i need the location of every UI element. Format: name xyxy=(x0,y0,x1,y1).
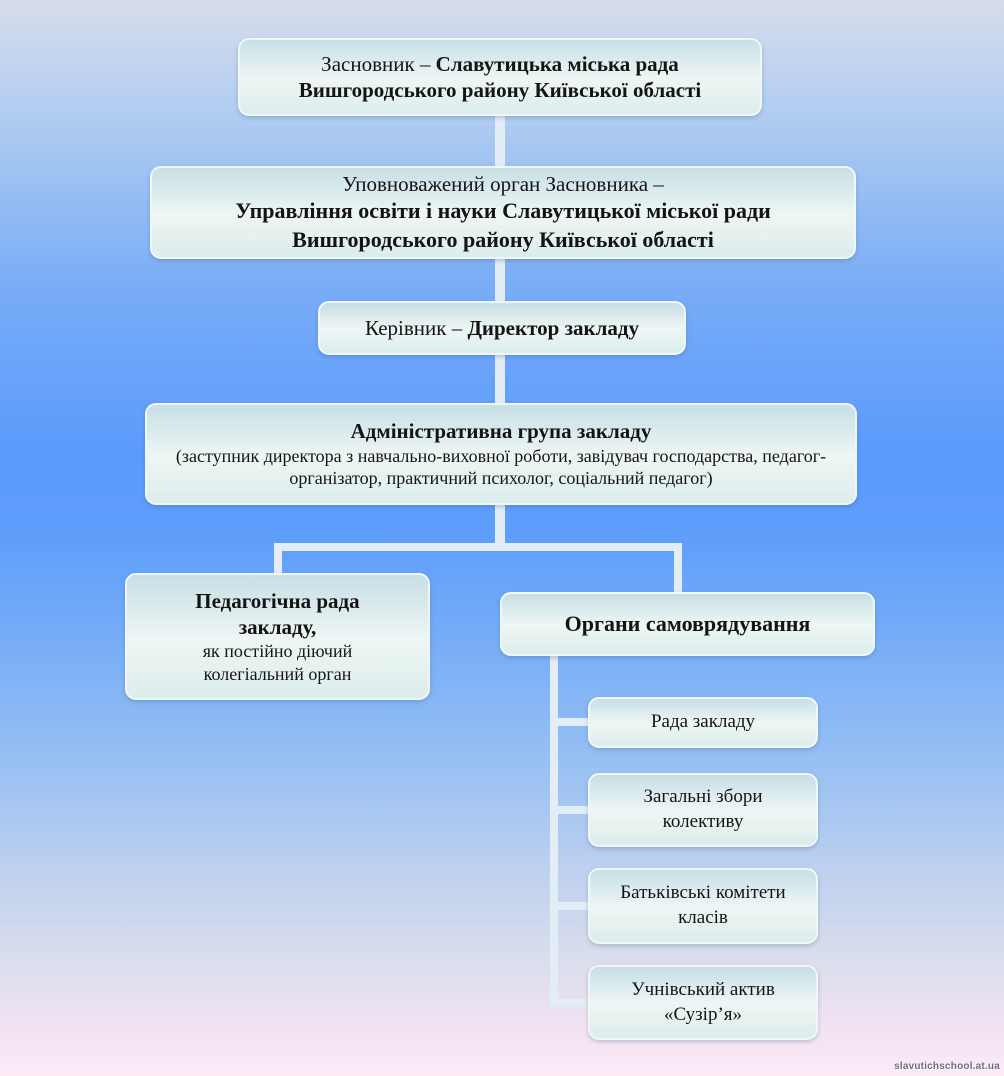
staff-assembly-label: Загальні збори колективу xyxy=(643,786,763,832)
parent-committees-label: Батьківські комітети класів xyxy=(620,882,786,928)
authorized-bold-block xyxy=(235,197,771,254)
student-activ-label: Учнівський актив «Сузір’я» xyxy=(631,978,775,1025)
admin-group-desc: (заступник директора з навчально-виховної роботи, завідувач господарства, педагог-організатор, практичний психолог, соціальний педагог) xyxy=(175,445,827,489)
box-founder-text xyxy=(299,51,702,104)
box-self-government xyxy=(500,592,875,656)
connector-branch-right xyxy=(674,543,682,594)
pedagogical-council-bold: Педагогічна рада закладу, xyxy=(195,588,360,639)
box-parent-committees xyxy=(588,868,818,944)
connector-stub-komitety xyxy=(550,902,592,910)
founder-prefix: Засновник – xyxy=(321,51,436,76)
connector-authorized-head xyxy=(495,259,505,301)
box-head xyxy=(318,301,686,355)
founder-bold-line2: Вишгородського району Київської області xyxy=(298,78,702,102)
authorized-line1: Уповноважений орган Засновника – xyxy=(342,171,664,196)
connector-stub-zbory xyxy=(550,806,592,814)
connector-founder-authorized xyxy=(495,115,505,167)
box-staff-assembly xyxy=(588,773,818,847)
box-head-text xyxy=(365,315,639,341)
founder-bold-line1: Славутицька міська рада xyxy=(435,51,679,76)
box-admin-group xyxy=(145,403,857,505)
connector-branch-left xyxy=(274,543,282,576)
box-founder xyxy=(238,38,762,116)
box-pedagogical-council xyxy=(125,573,430,700)
admin-group-title: Адміністративна група закладу xyxy=(350,419,652,444)
self-government-title: Органи самоврядування xyxy=(564,610,811,636)
pedagogical-council-normal: як постійно діючий колегіальний орган xyxy=(202,641,353,684)
box-authorized-body xyxy=(150,166,856,259)
connector-admin-branch xyxy=(495,504,505,544)
head-prefix: Керівник – xyxy=(364,315,468,340)
school-council-label: Рада закладу xyxy=(650,711,756,733)
authorized-bold-line1: Управління освіти і науки Славутицької міської ради xyxy=(235,198,771,224)
connector-stub-aktyv xyxy=(550,999,592,1007)
authorized-bold-line2: Вишгородського району Київської області xyxy=(292,226,714,252)
box-student-activ xyxy=(588,965,818,1040)
connector-stub-rada xyxy=(550,718,592,726)
box-school-council xyxy=(588,697,818,748)
watermark: slavutichschool.at.ua xyxy=(894,1061,1000,1072)
head-bold: Директор закладу xyxy=(467,315,640,340)
connector-head-admin xyxy=(495,354,505,403)
connector-branch-horizontal xyxy=(274,543,682,551)
connector-selfgov-trunk xyxy=(550,656,558,1007)
